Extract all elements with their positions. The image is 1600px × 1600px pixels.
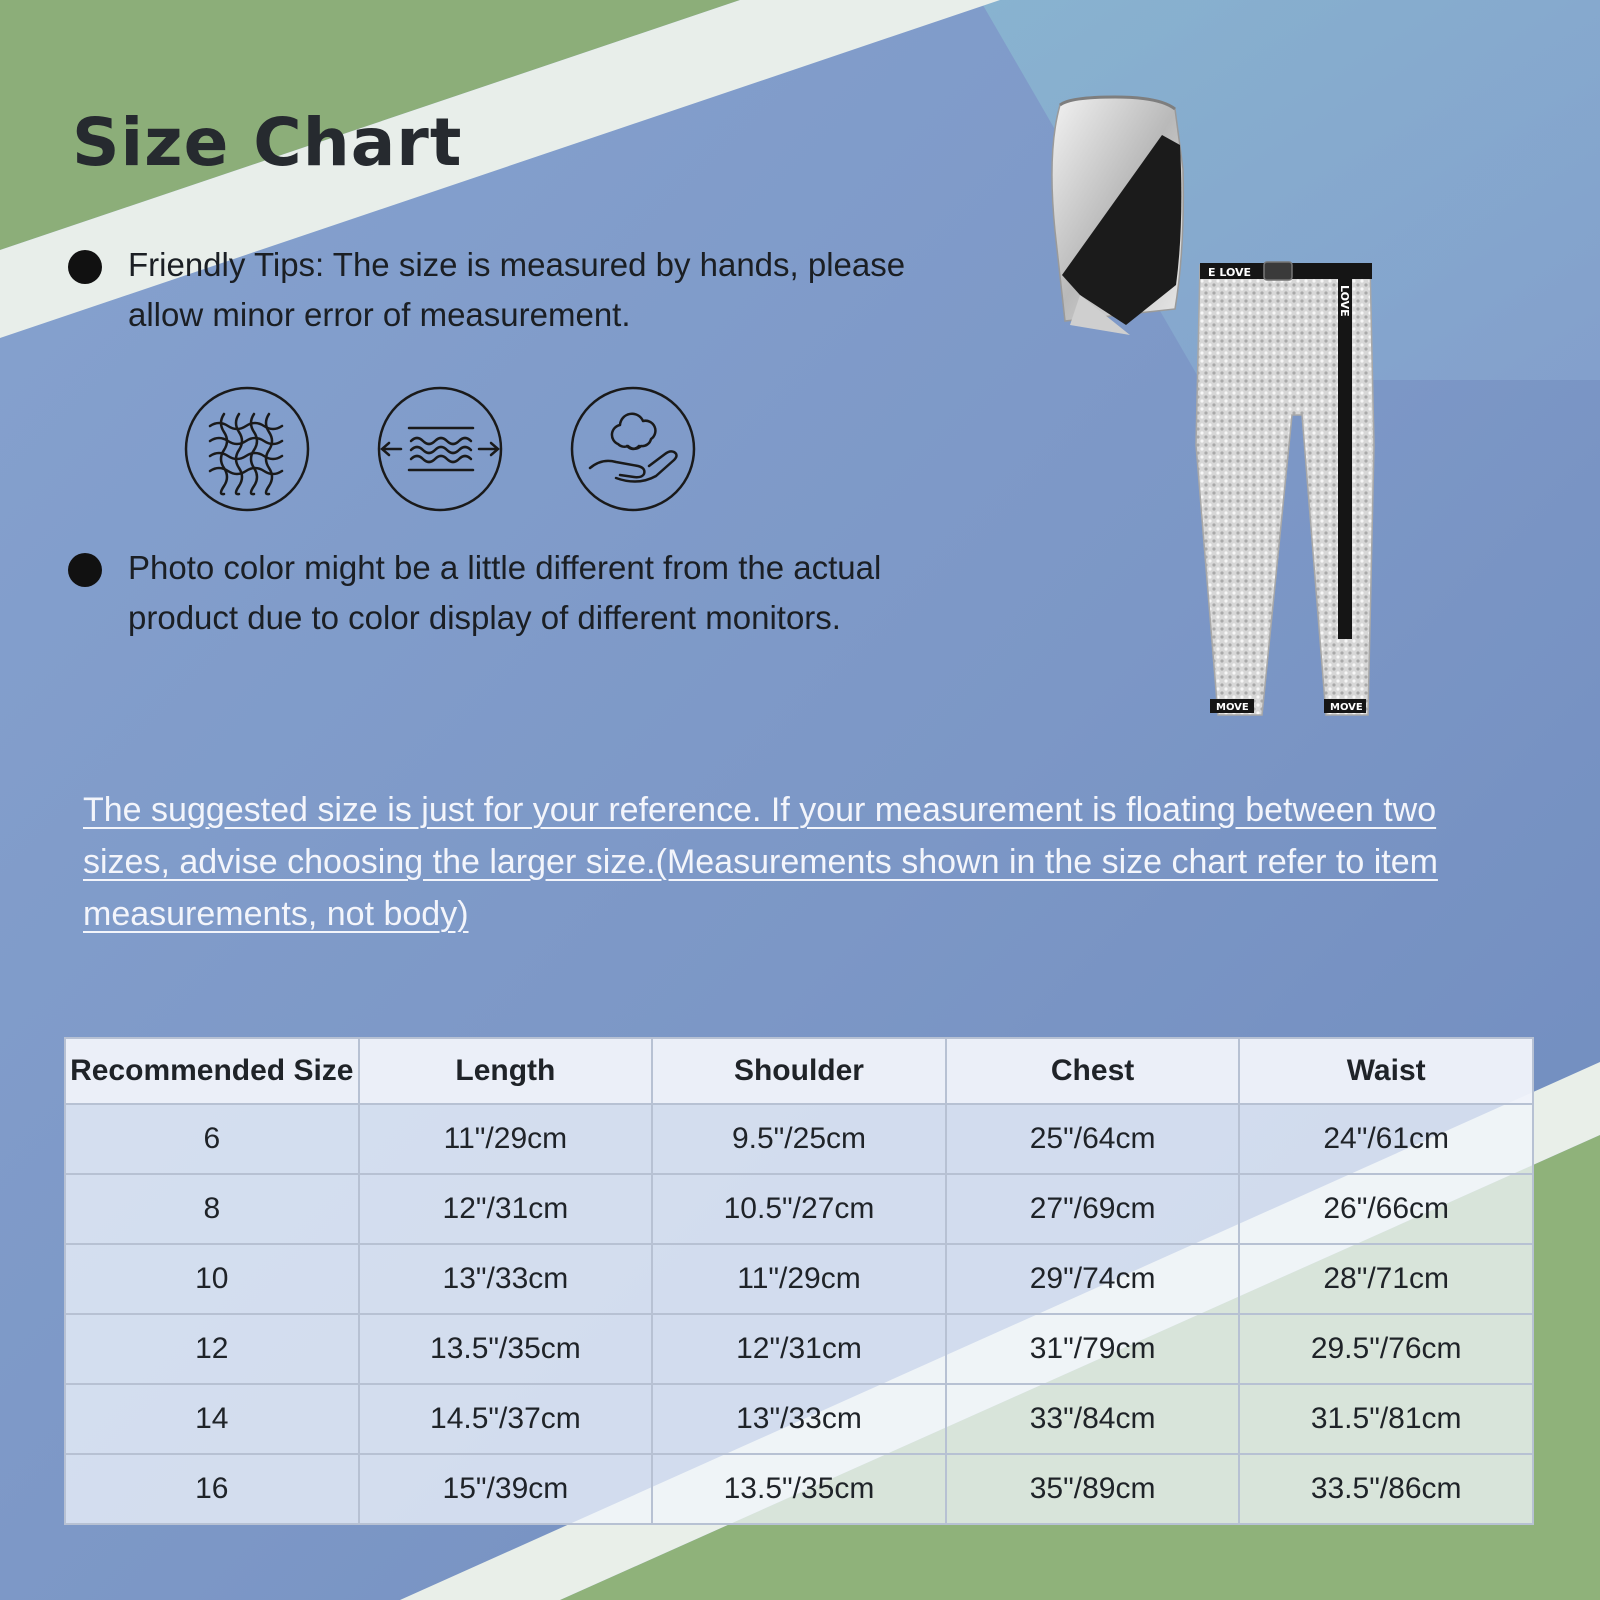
table-cell: 26"/66cm	[1239, 1174, 1533, 1244]
page-title: Size Chart	[72, 104, 463, 181]
table-row	[65, 1104, 1533, 1174]
table-cell: 31.5"/81cm	[1239, 1384, 1533, 1454]
table-cell: 12	[65, 1314, 359, 1384]
table-cell: 11"/29cm	[359, 1104, 653, 1174]
table-cell: 33"/84cm	[946, 1384, 1240, 1454]
table-cell: 15"/39cm	[359, 1454, 653, 1524]
table-cell: 12"/31cm	[359, 1174, 653, 1244]
table-cell: 28"/71cm	[1239, 1244, 1533, 1314]
table-cell: 13.5"/35cm	[359, 1314, 653, 1384]
table-cell: 25"/64cm	[946, 1104, 1240, 1174]
table-cell: 13"/33cm	[359, 1244, 653, 1314]
side-stripe-text: LOVE	[1338, 285, 1351, 317]
table-cell: 31"/79cm	[946, 1314, 1240, 1384]
column-header-chest: Chest	[946, 1038, 1240, 1104]
table-cell: 11"/29cm	[652, 1244, 946, 1314]
table-cell: 29"/74cm	[946, 1244, 1240, 1314]
column-header-recommended-size: Recommended Size	[65, 1038, 359, 1104]
sequin-pants-garment	[1196, 262, 1374, 715]
waistband-text: E LOVE	[1208, 266, 1252, 279]
table-cell: 14.5"/37cm	[359, 1384, 653, 1454]
column-header-shoulder: Shoulder	[652, 1038, 946, 1104]
table-row	[65, 1244, 1533, 1314]
friendly-tip-text: Friendly Tips: The size is measured by hands, please allow minor error of measurement.	[128, 246, 906, 333]
right-cuff-text: MOVE	[1330, 702, 1363, 713]
stretch-fabric-icon	[377, 386, 503, 512]
table-cell: 12"/31cm	[652, 1314, 946, 1384]
table-cell: 14	[65, 1384, 359, 1454]
left-cuff-text: MOVE	[1216, 702, 1249, 713]
crop-top-garment	[1052, 97, 1183, 335]
table-cell: 35"/89cm	[946, 1454, 1240, 1524]
table-cell: 13.5"/35cm	[652, 1454, 946, 1524]
table-row	[65, 1454, 1533, 1524]
color-difference-tip-text: Photo color might be a little different from the actual product due to color display of different monitors.	[128, 549, 882, 636]
table-cell: 8	[65, 1174, 359, 1244]
friendly-tip	[68, 240, 928, 340]
size-table	[64, 1037, 1534, 1525]
table-cell: 33.5"/86cm	[1239, 1454, 1533, 1524]
soft-cotton-hand-icon	[570, 386, 696, 512]
column-header-length: Length	[359, 1038, 653, 1104]
column-header-waist: Waist	[1239, 1038, 1533, 1104]
size-reference-note: The suggested size is just for your reference. If your measurement is floating between two sizes, advise choosing the larger size.(Measurements shown in the size chart refer to item measurements, not body)	[83, 791, 1438, 933]
table-row	[65, 1174, 1533, 1244]
product-image	[1040, 95, 1380, 725]
table-row	[65, 1314, 1533, 1384]
table-header-row	[65, 1038, 1533, 1104]
table-cell: 10	[65, 1244, 359, 1314]
table-cell: 10.5"/27cm	[652, 1174, 946, 1244]
table-cell: 13"/33cm	[652, 1384, 946, 1454]
table-cell: 9.5"/25cm	[652, 1104, 946, 1174]
color-difference-tip	[68, 543, 968, 643]
table-row	[65, 1384, 1533, 1454]
table-cell: 16	[65, 1454, 359, 1524]
table-cell: 29.5"/76cm	[1239, 1314, 1533, 1384]
table-cell: 24"/61cm	[1239, 1104, 1533, 1174]
table-cell: 6	[65, 1104, 359, 1174]
breathable-mesh-icon	[184, 386, 310, 512]
table-cell: 27"/69cm	[946, 1174, 1240, 1244]
bullet-dot	[68, 553, 102, 587]
bullet-dot	[68, 250, 102, 284]
fabric-feature-icons	[184, 386, 704, 516]
